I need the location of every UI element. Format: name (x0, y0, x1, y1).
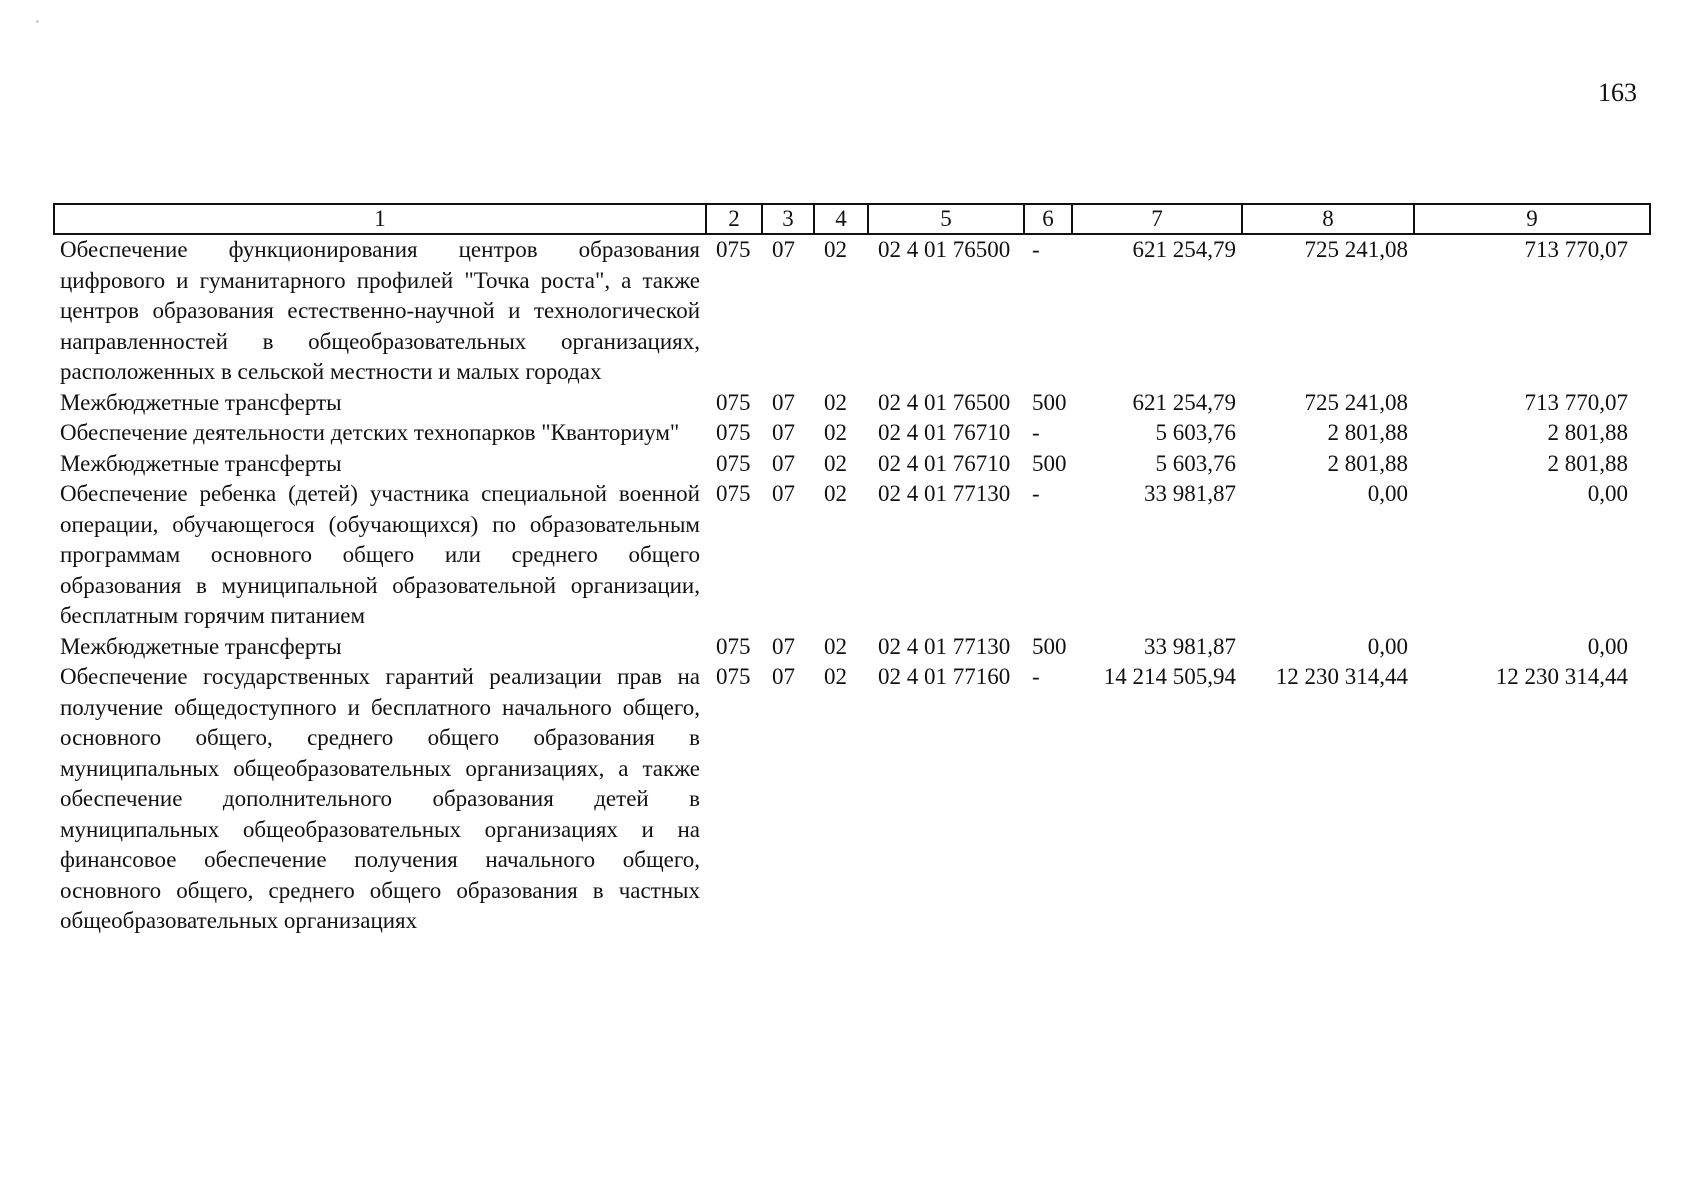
page-number: 163 (1598, 78, 1637, 107)
col-header-3: 3 (762, 204, 814, 234)
cell-amount-7: 5 603,76 (1155, 420, 1236, 445)
col-header-7: 7 (1072, 204, 1242, 234)
cell-amount-9: 0,00 (1587, 481, 1628, 506)
col-header-2: 2 (706, 204, 762, 234)
cell-admin-code: 075 (716, 420, 751, 445)
cell-target-article: 02 4 01 77130 (878, 481, 1011, 506)
table-row (54, 632, 1650, 663)
cell-amount-7: 621 254,79 (1132, 389, 1236, 415)
row-description: Межбюджетные трансферты (60, 633, 342, 659)
cell-subsection: 02 (824, 633, 847, 659)
scan-artifact (36, 20, 39, 23)
cell-amount-7: 5 603,76 (1155, 450, 1236, 476)
cell-amount-8: 12 230 314,44 (1275, 664, 1408, 689)
cell-amount-8: 0,00 (1367, 633, 1408, 659)
cell-target-article: 02 4 01 77160 (878, 664, 1011, 689)
cell-amount-9: 713 770,07 (1524, 389, 1628, 415)
cell-section: 07 (772, 420, 795, 445)
col-header-1: 1 (54, 204, 706, 234)
cell-amount-8: 2 801,88 (1327, 420, 1408, 445)
cell-admin-code: 075 (716, 237, 751, 262)
col-header-6: 6 (1024, 204, 1072, 234)
table-row (54, 662, 1650, 937)
cell-amount-8: 725 241,08 (1304, 237, 1408, 262)
cell-section: 07 (772, 389, 795, 415)
cell-subsection: 02 (824, 450, 847, 476)
table-row (54, 388, 1650, 419)
cell-section: 07 (772, 633, 795, 659)
cell-target-article: 02 4 01 76500 (878, 237, 1011, 262)
cell-subsection: 02 (824, 664, 847, 689)
cell-expense-type: 500 (1032, 389, 1067, 415)
cell-amount-7: 621 254,79 (1132, 237, 1236, 262)
cell-amount-9: 0,00 (1587, 633, 1628, 659)
table-row (54, 449, 1650, 480)
cell-amount-7: 33 981,87 (1144, 633, 1236, 659)
cell-amount-8: 725 241,08 (1304, 389, 1408, 415)
cell-subsection: 02 (824, 389, 847, 415)
cell-subsection: 02 (824, 237, 847, 262)
cell-amount-7: 33 981,87 (1144, 481, 1236, 506)
cell-target-article: 02 4 01 76500 (878, 389, 1011, 415)
cell-admin-code: 075 (716, 633, 751, 659)
cell-admin-code: 075 (716, 450, 751, 476)
row-description: Обеспечение деятельности детских технопарков "Кванториум" (60, 420, 680, 445)
table-row (54, 479, 1650, 632)
cell-target-article: 02 4 01 76710 (878, 420, 1011, 445)
cell-subsection: 02 (824, 481, 847, 506)
cell-amount-9: 713 770,07 (1524, 237, 1628, 262)
row-description: Обеспечение ребенка (детей) участника специальной военной операции, обучающегося (обучающихся) по образовательным программам основного общего или среднего общего образования в муниципальной образовательной организации, бесплатным горячим питанием (60, 481, 700, 628)
cell-target-article: 02 4 01 77130 (878, 633, 1011, 659)
cell-section: 07 (772, 481, 795, 506)
cell-expense-type: - (1032, 420, 1040, 445)
row-description: Обеспечение функционирования центров образования цифрового и гуманитарного профилей "Точка роста", а также центров образования естественно-научной и технологической направленностей в общеобразовательных организациях, расположенных в сельской местности и малых городах (60, 237, 700, 384)
cell-subsection: 02 (824, 420, 847, 445)
row-description: Межбюджетные трансферты (60, 450, 342, 476)
cell-amount-7: 14 214 505,94 (1103, 664, 1236, 689)
cell-expense-type: 500 (1032, 450, 1067, 476)
budget-table (53, 203, 1651, 937)
cell-amount-9: 2 801,88 (1547, 450, 1628, 476)
cell-target-article: 02 4 01 76710 (878, 450, 1011, 476)
table-row (54, 234, 1650, 388)
col-header-9: 9 (1414, 204, 1650, 234)
cell-admin-code: 075 (716, 664, 751, 689)
cell-expense-type: - (1032, 664, 1040, 689)
col-header-8: 8 (1242, 204, 1414, 234)
cell-admin-code: 075 (716, 481, 751, 506)
cell-expense-type: - (1032, 481, 1040, 506)
cell-expense-type: 500 (1032, 633, 1067, 659)
cell-amount-9: 2 801,88 (1547, 420, 1628, 445)
column-number-row (54, 204, 1650, 234)
cell-section: 07 (772, 450, 795, 476)
table-row (54, 418, 1650, 449)
cell-section: 07 (772, 664, 795, 689)
cell-admin-code: 075 (716, 389, 751, 415)
cell-amount-8: 2 801,88 (1327, 450, 1408, 476)
row-description: Межбюджетные трансферты (60, 389, 342, 415)
cell-section: 07 (772, 237, 795, 262)
cell-amount-9: 12 230 314,44 (1495, 664, 1628, 689)
cell-amount-8: 0,00 (1367, 481, 1408, 506)
col-header-5: 5 (868, 204, 1024, 234)
cell-expense-type: - (1032, 237, 1040, 262)
col-header-4: 4 (814, 204, 868, 234)
row-description: Обеспечение государственных гарантий реализации прав на получение общедоступного и бесплатного начального общего, основного общего, среднего общего образования в муниципальных общеобразовательных организациях, а также обеспечение дополнительного образования детей в муниципальных общеобразовательных организациях и на финансовое обеспечение получения начального общего, основного общего, среднего общего образования в частных общеобразовательных организациях (60, 664, 700, 933)
